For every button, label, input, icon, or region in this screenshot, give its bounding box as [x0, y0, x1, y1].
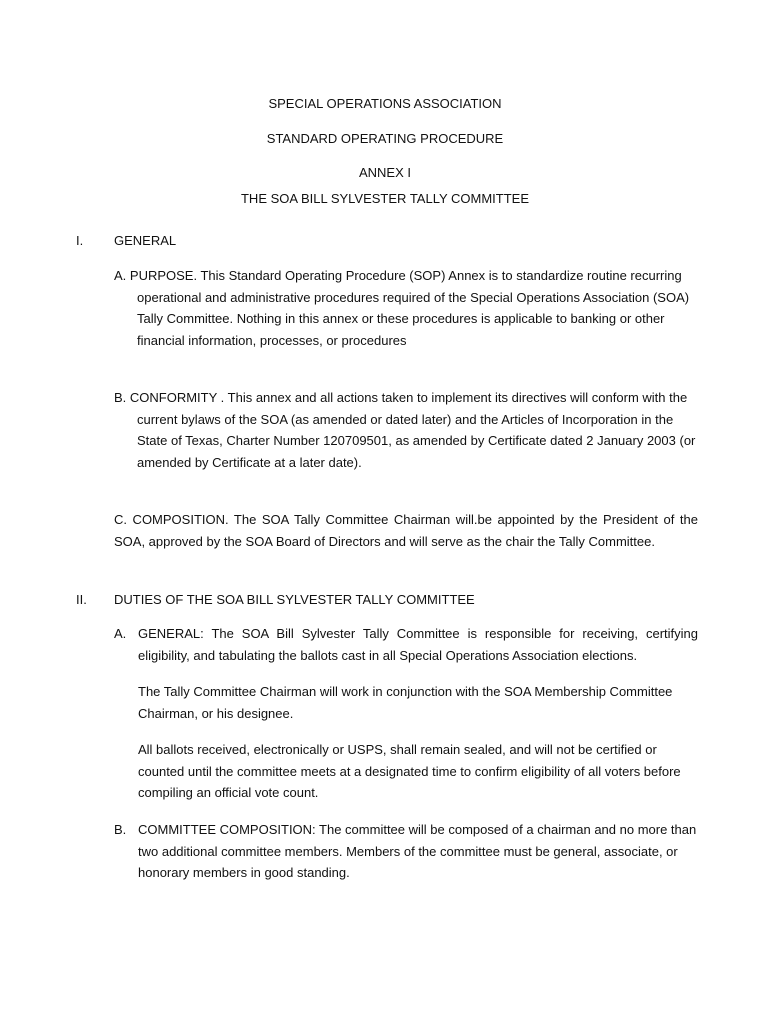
- general-marker: A.: [114, 626, 127, 641]
- conformity-paragraph: B. CONFORMITY . This annex and all actions taken to implement its directives will conform with the current bylaws of the SOA (as amended or dated later) and the Articles of Incorporation in the State of Texas, Charter Number 120709501, as amended by Certificate dated 2 January 2003 (or amended by Certificate at a later date).: [114, 390, 696, 470]
- org-title: SPECIAL OPERATIONS ASSOCIATION: [268, 96, 502, 111]
- chairman-paragraph: The Tally Committee Chairman will work in conjunction with the SOA Membership Committee Chairman, or his designee.: [138, 684, 673, 721]
- section-1-number: I.: [76, 233, 84, 248]
- ballots-paragraph: All ballots received, electronically or USPS, shall remain sealed, and will not be certified or counted until the committee meets at a designated time to confirm eligibility of all voters before compiling an official vote count.: [138, 742, 681, 800]
- composition-paragraph: C. COMPOSITION. The SOA Tally Committee Chairman will.be appointed by the President of the SOA, approved by the SOA Board of Directors and will serve as the chair the Tally Committee.: [114, 512, 698, 549]
- doc-type-title: STANDARD OPERATING PROCEDURE: [266, 131, 504, 146]
- annex-title: ANNEX I: [358, 165, 411, 180]
- purpose-paragraph: A. PURPOSE. This Standard Operating Procedure (SOP) Annex is to standardize routine recurring operational and administrative procedures required of the Special Operations Association (SOA) Tally Committee. Nothing in this annex or these procedures is applicable to banking or other financial information, processes, or procedures: [114, 268, 690, 348]
- section-2-title: DUTIES OF THE SOA BILL SYLVESTER TALLY COMMITTEE: [114, 592, 475, 607]
- committee-composition-paragraph: COMMITTEE COMPOSITION: The committee will be composed of a chairman and no more than two additional committee members. Members of the committee must be general, associate, or honorary members in good standing.: [138, 822, 697, 880]
- committee-title: THE SOA BILL SYLVESTER TALLY COMMITTEE: [240, 191, 529, 206]
- section-2-number: II.: [76, 592, 87, 607]
- composition-marker: B.: [114, 822, 127, 837]
- duties-general-paragraph: GENERAL: The SOA Bill Sylvester Tally Committee is responsible for receiving, certifying eligibility, and tabulating the ballots cast in all Special Operations Association elections.: [138, 626, 698, 663]
- section-1-title: GENERAL: [114, 233, 177, 248]
